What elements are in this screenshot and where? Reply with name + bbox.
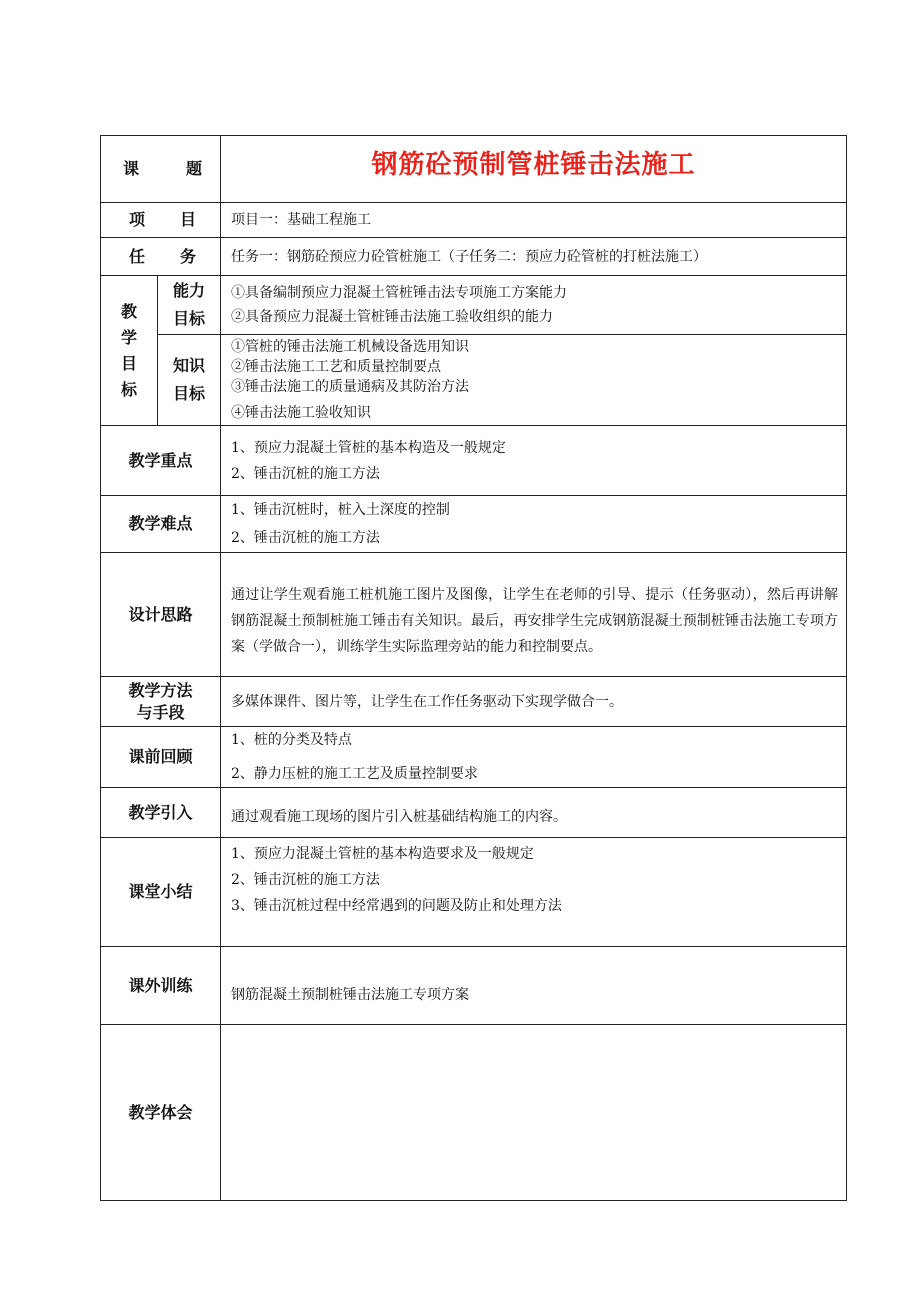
knowledge-label: [158, 335, 221, 426]
lesson-plan-table: [100, 135, 847, 1201]
ability-label-line-2: 目标: [172, 309, 205, 328]
summary-label: 课堂小结: [101, 838, 221, 947]
project-value: [221, 203, 847, 238]
key-points-label: 教学重点: [101, 426, 221, 496]
objectives-char-1: 教: [120, 301, 137, 321]
design-text: 通过让学生观看施工桩机施工图片及图像，让学生在老师的引导、提示（任务驱动），然后再讲解钢筋混凝土预制桩施工锤击有关知识。最后，再安排学生完成钢筋混凝土预制桩锤击法施工专项方案（学做合一），训练学生实际监理旁站的能力和控制要点。: [221, 553, 847, 677]
row-key-points: [101, 426, 847, 496]
difficulty-item: 1、锤击沉桩时，桩入土深度的控制: [231, 502, 450, 518]
knowledge-item: ③锤击法施工的质量通病及其防治方法: [231, 379, 469, 395]
project-text: 项目一：基础工程施工: [231, 212, 371, 228]
ability-label-line-1: 能力: [172, 281, 205, 300]
methods-value: [221, 677, 847, 727]
project-label-b: 目: [179, 210, 196, 229]
knowledge-item: ①管桩的锤击法施工机械设备选用知识: [231, 339, 469, 355]
review-label: 课前回顾: [101, 727, 221, 788]
key-points-items: [221, 426, 847, 496]
methods-label-line-2: 与手段: [136, 702, 185, 722]
row-difficulties: [101, 496, 847, 553]
row-review: [101, 727, 847, 788]
project-label-a: 项: [129, 210, 146, 229]
objectives-group-label: [101, 276, 158, 426]
summary-item: 2、锤击沉桩的施工方法: [231, 872, 380, 888]
knowledge-item: ②锤击法施工工艺和质量控制要点: [231, 359, 441, 375]
knowledge-label-line-1: 知识: [172, 356, 205, 375]
ability-items: [221, 276, 847, 335]
intro-label: 教学引入: [101, 788, 221, 838]
topic-label-b: 题: [185, 159, 202, 178]
review-items: [221, 727, 847, 788]
knowledge-item: ④锤击法施工验收知识: [231, 405, 371, 421]
knowledge-label-line-2: 目标: [172, 384, 205, 403]
intro-value: [221, 788, 847, 838]
topic-label-cell: [101, 136, 221, 203]
review-item: 2、静力压桩的施工工艺及质量控制要求: [231, 766, 478, 782]
row-design: [101, 553, 847, 677]
row-summary: [101, 838, 847, 947]
row-topic: [101, 136, 847, 203]
summary-item: 1、预应力混凝土管桩的基本构造要求及一般规定: [231, 846, 534, 862]
summary-item: 3、锤击沉桩过程中经常遇到的问题及防止和处理方法: [231, 898, 562, 914]
row-knowledge-objective: [101, 335, 847, 426]
methods-label-line-1: 教学方法: [128, 680, 193, 700]
key-point-item: 2、锤击沉桩的施工方法: [231, 465, 380, 482]
row-methods: [101, 677, 847, 727]
row-task: [101, 238, 847, 276]
task-label-b: 务: [179, 246, 196, 266]
reflection-value: [221, 1025, 847, 1201]
knowledge-items: [221, 335, 847, 426]
homework-value: [221, 947, 847, 1025]
project-label-cell: [101, 203, 221, 238]
ability-item: ①具备编制预应力混凝土管桩锤击法专项施工方案能力: [231, 285, 567, 301]
row-intro: [101, 788, 847, 838]
task-text: 任务一：钢筋砼预应力砼管桩施工（子任务二：预应力砼管桩的打桩法施工）: [231, 248, 707, 265]
row-ability-objective: [101, 276, 847, 335]
objectives-char-4: 标: [120, 379, 137, 399]
ability-label: [158, 276, 221, 335]
review-item: 1、桩的分类及特点: [231, 732, 352, 748]
homework-label: 课外训练: [101, 947, 221, 1025]
summary-items: [221, 838, 847, 947]
objectives-char-3: 目: [120, 353, 137, 373]
row-reflection: [101, 1025, 847, 1201]
row-project: [101, 203, 847, 238]
objectives-char-2: 学: [120, 327, 137, 347]
difficulty-item: 2、锤击沉桩的施工方法: [231, 530, 380, 546]
methods-label: [101, 677, 221, 727]
intro-text: 通过观看施工现场的图片引入桩基础结构施工的内容。: [231, 808, 567, 825]
topic-label-a: 课: [123, 159, 140, 178]
homework-text: 钢筋混凝土预制桩锤击法施工专项方案: [231, 986, 469, 1003]
task-value: [221, 238, 847, 276]
methods-text: 多媒体课件、图片等，让学生在工作任务驱动下实现学做合一。: [231, 693, 623, 710]
design-label: 设计思路: [101, 553, 221, 677]
task-label-a: 任: [129, 246, 146, 266]
difficulties-label: 教学难点: [101, 496, 221, 553]
title-cell: [221, 136, 847, 203]
lesson-title: 钢筋砼预制管桩锤击法施工: [371, 150, 696, 180]
ability-item: ②具备预应力混凝土管桩锤击法施工验收组织的能力: [231, 309, 553, 325]
reflection-label: 教学体会: [101, 1025, 221, 1201]
task-label-cell: [101, 238, 221, 276]
difficulties-items: [221, 496, 847, 553]
row-homework: [101, 947, 847, 1025]
key-point-item: 1、预应力混凝土管桩的基本构造及一般规定: [231, 439, 506, 456]
